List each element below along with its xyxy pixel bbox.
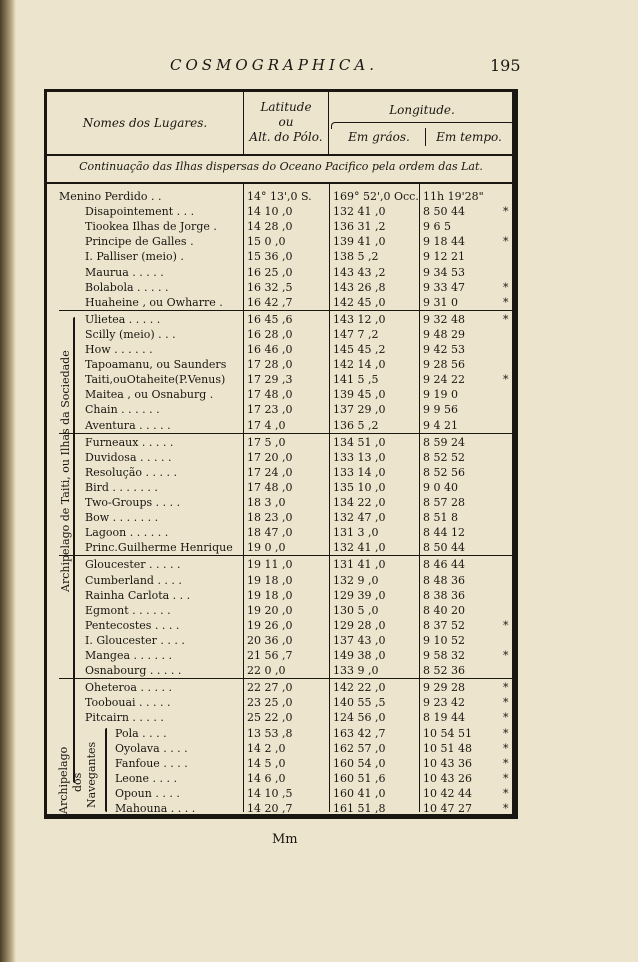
longitude-time-cell: 8 57 28 xyxy=(423,496,465,509)
table-row xyxy=(47,802,515,815)
table-frame xyxy=(44,89,518,819)
longitude-degrees-cell: 131 3 ,0 xyxy=(333,526,379,540)
longitude-time-cell: 9 23 42 xyxy=(423,696,465,710)
table-row xyxy=(47,526,515,539)
star-mark: * xyxy=(503,741,509,755)
longitude-degrees-cell: 142 22 ,0 xyxy=(333,681,386,695)
society-brace xyxy=(73,317,75,783)
table-row xyxy=(47,619,515,632)
longitude-degrees-cell: 169° 52',0 Occ. xyxy=(333,190,419,203)
star-mark: * xyxy=(503,726,509,740)
place-name: I. Gloucester . . . . xyxy=(85,633,185,647)
header-names: Nomes dos Lugares. xyxy=(82,116,208,130)
longitude-degrees-cell: 132 41 ,0 xyxy=(333,205,386,219)
table-row xyxy=(47,373,515,386)
longitude-degrees-cell: 130 5 ,0 xyxy=(333,603,379,617)
table-row xyxy=(47,343,515,356)
longitude-time-cell: 8 40 20 xyxy=(423,603,465,617)
group-rule xyxy=(59,555,515,556)
latitude-cell: 17 29 ,3 xyxy=(247,373,293,387)
place-name: Pola . . . . xyxy=(115,726,167,740)
place-name: Tapoamanu, ou Saunders xyxy=(85,358,227,372)
latitude-cell: 19 0 ,0 xyxy=(247,541,286,555)
latitude-cell: 14 20 ,7 xyxy=(247,802,293,815)
latitude-cell: 19 18 ,0 xyxy=(247,573,293,587)
longitude-time-cell: 9 31 0 xyxy=(423,295,458,309)
longitude-time-cell: 8 50 44 xyxy=(423,541,465,555)
longitude-time-cell: 8 59 24 xyxy=(423,435,465,449)
longitude-degrees-cell: 145 45 ,2 xyxy=(333,343,386,356)
table-row xyxy=(47,190,515,203)
place-name: Disapointement . . . xyxy=(85,205,195,219)
latitude-cell: 14 6 ,0 xyxy=(247,771,286,785)
longitude-time-cell: 10 47 27 xyxy=(423,802,472,815)
latitude-cell: 16 42 ,7 xyxy=(247,295,293,309)
star-mark: * xyxy=(503,786,509,800)
longitude-time-cell: 9 24 22 xyxy=(423,373,465,387)
star-mark: * xyxy=(503,618,509,632)
longitude-degrees-cell: 133 13 ,0 xyxy=(333,450,386,464)
table-row xyxy=(47,235,515,248)
latitude-cell: 23 25 ,0 xyxy=(247,696,293,710)
side-label-navigators-2: dos xyxy=(71,772,84,792)
longitude-time-cell: 9 9 56 xyxy=(423,403,458,417)
longitude-time-cell: 8 48 36 xyxy=(423,573,465,587)
star-mark: * xyxy=(503,373,509,387)
place-name: Gloucester . . . . . xyxy=(85,558,181,572)
header-rule xyxy=(47,154,515,156)
place-name: Huaheine , ou Owharre . xyxy=(85,295,223,309)
star-mark: * xyxy=(503,235,509,249)
latitude-cell: 16 46 ,0 xyxy=(247,343,293,356)
place-name: Pentecostes . . . . xyxy=(85,618,180,632)
table-row xyxy=(47,711,515,724)
latitude-cell: 15 36 ,0 xyxy=(247,250,293,264)
longitude-time-cell: 10 42 44 xyxy=(423,786,472,800)
latitude-cell: 17 4 ,0 xyxy=(247,418,286,432)
longitude-time-cell: 9 0 40 xyxy=(423,480,458,494)
header-divider xyxy=(425,128,426,146)
longitude-degrees-cell: 131 41 ,0 xyxy=(333,558,386,572)
place-name: Bird . . . . . . . xyxy=(85,480,158,494)
star-mark: * xyxy=(503,802,509,815)
header-latitude-line-2: ou xyxy=(278,115,294,129)
star-mark: * xyxy=(503,280,509,294)
table-row xyxy=(47,220,515,233)
place-name: Leone . . . . xyxy=(115,771,178,785)
table-row xyxy=(47,436,515,449)
place-name: Furneaux . . . . . xyxy=(85,435,174,449)
latitude-cell: 22 27 ,0 xyxy=(247,681,293,695)
latitude-cell: 16 25 ,0 xyxy=(247,265,293,279)
place-name: Ulietea . . . . . xyxy=(85,312,161,326)
longitude-time-cell: 9 28 56 xyxy=(423,358,465,372)
latitude-cell: 18 23 ,0 xyxy=(247,511,293,525)
place-name: Maitea , ou Osnaburg . xyxy=(85,388,214,402)
latitude-cell: 17 48 ,0 xyxy=(247,388,293,402)
table-row xyxy=(47,727,515,740)
latitude-cell: 18 3 ,0 xyxy=(247,496,286,509)
longitude-time-cell: 9 18 44 xyxy=(423,235,465,249)
place-name: Oyolava . . . . xyxy=(115,741,188,755)
header-latitude xyxy=(243,92,329,154)
longitude-time-cell: 10 43 26 xyxy=(423,771,472,785)
longitude-degrees-cell: 135 10 ,0 xyxy=(333,480,386,494)
latitude-cell: 19 26 ,0 xyxy=(247,618,293,632)
latitude-cell: 17 48 ,0 xyxy=(247,480,293,494)
table-row xyxy=(47,558,515,571)
header-in-degrees: Em gráos. xyxy=(348,130,410,144)
place-name: Tiookea Ilhas de Jorge . xyxy=(85,220,217,234)
latitude-cell: 19 20 ,0 xyxy=(247,603,293,617)
side-label-navigators-1: Archipelago xyxy=(57,746,70,814)
longitude-time-cell: 9 33 47 xyxy=(423,280,465,294)
star-mark: * xyxy=(503,696,509,710)
star-mark: * xyxy=(503,756,509,770)
latitude-cell: 14° 13',0 S. xyxy=(247,190,312,203)
place-name: I. Palliser (meio) . xyxy=(85,250,184,264)
table-caption: Continuação das Ilhas dispersas do Oceano Pacifico pela ordem das Lat. xyxy=(79,160,483,173)
longitude-time-cell: 8 44 12 xyxy=(423,526,465,540)
table-row xyxy=(47,481,515,494)
header-latitude-line-3: Alt. do Pólo. xyxy=(249,130,323,144)
header-latitude-line-1: Latitude xyxy=(260,100,312,114)
book-spine xyxy=(0,0,16,962)
table-row xyxy=(47,541,515,554)
place-name: Pitcairn . . . . . xyxy=(85,711,164,725)
place-name: Aventura . . . . . xyxy=(85,418,171,432)
longitude-time-cell: 9 34 53 xyxy=(423,265,465,279)
latitude-cell: 16 45 ,6 xyxy=(247,312,293,326)
place-name: Principe de Galles . xyxy=(85,235,194,249)
longitude-time-cell: 8 38 36 xyxy=(423,588,465,602)
longitude-brace xyxy=(331,122,515,129)
longitude-degrees-cell: 132 41 ,0 xyxy=(333,541,386,555)
place-name: Mahouna . . . . xyxy=(115,802,196,815)
longitude-degrees-cell: 129 39 ,0 xyxy=(333,588,386,602)
place-name: Oheteroa . . . . . xyxy=(85,681,172,695)
latitude-cell: 17 28 ,0 xyxy=(247,358,293,372)
place-name: How . . . . . . xyxy=(85,343,153,356)
place-name: Taiti,ouOtaheite(P.Venus) xyxy=(85,373,226,387)
table-row xyxy=(47,511,515,524)
longitude-time-cell: 10 51 48 xyxy=(423,741,472,755)
table-row xyxy=(47,466,515,479)
star-mark: * xyxy=(503,312,509,326)
star-mark: * xyxy=(503,649,509,662)
longitude-time-cell: 8 52 52 xyxy=(423,450,465,464)
longitude-degrees-cell: 149 38 ,0 xyxy=(333,649,386,662)
header-in-time: Em tempo. xyxy=(436,130,502,144)
star-mark: * xyxy=(503,681,509,695)
longitude-time-cell: 8 51 8 xyxy=(423,511,458,525)
latitude-cell: 19 11 ,0 xyxy=(247,558,293,572)
longitude-time-cell: 10 54 51 xyxy=(423,726,472,740)
place-name: Maurua . . . . . xyxy=(85,265,164,279)
table-row xyxy=(47,664,515,677)
longitude-degrees-cell: 147 7 ,2 xyxy=(333,327,379,341)
table-row xyxy=(47,681,515,694)
longitude-time-cell: 9 4 21 xyxy=(423,418,458,432)
place-name: Fanfoue . . . . xyxy=(115,756,188,770)
longitude-degrees-cell: 141 5 ,5 xyxy=(333,373,379,387)
place-name: Two-Groups . . . . xyxy=(85,496,181,509)
table-row xyxy=(47,328,515,341)
latitude-cell: 18 47 ,0 xyxy=(247,526,293,540)
longitude-degrees-cell: 132 47 ,0 xyxy=(333,511,386,525)
table-row xyxy=(47,742,515,755)
header-longitude-title: Longitude. xyxy=(389,103,455,117)
longitude-degrees-cell: 133 9 ,0 xyxy=(333,664,379,678)
latitude-cell: 14 10 ,0 xyxy=(247,205,293,219)
table-row xyxy=(47,250,515,263)
table-row xyxy=(47,205,515,218)
latitude-cell: 17 23 ,0 xyxy=(247,403,293,417)
table-row xyxy=(47,496,515,509)
longitude-time-cell: 9 32 48 xyxy=(423,312,465,326)
latitude-cell: 25 22 ,0 xyxy=(247,711,293,725)
table-row xyxy=(47,358,515,371)
latitude-cell: 14 2 ,0 xyxy=(247,741,286,755)
longitude-time-cell: 9 58 32 xyxy=(423,649,465,662)
longitude-degrees-cell: 140 55 ,5 xyxy=(333,696,386,710)
latitude-cell: 17 5 ,0 xyxy=(247,435,286,449)
latitude-cell: 22 0 ,0 xyxy=(247,664,286,678)
place-name: Toobouai . . . . . xyxy=(85,696,171,710)
longitude-time-cell: 8 52 36 xyxy=(423,664,465,678)
longitude-degrees-cell: 124 56 ,0 xyxy=(333,711,386,725)
latitude-cell: 16 32 ,5 xyxy=(247,280,293,294)
table-row xyxy=(47,451,515,464)
latitude-cell: 20 36 ,0 xyxy=(247,633,293,647)
place-name: Scilly (meio) . . . xyxy=(85,327,176,341)
latitude-cell: 19 18 ,0 xyxy=(247,588,293,602)
page-signature: Mm xyxy=(272,832,298,847)
table-row xyxy=(47,649,515,662)
latitude-cell: 14 5 ,0 xyxy=(247,756,286,770)
longitude-degrees-cell: 163 42 ,7 xyxy=(333,726,386,740)
longitude-degrees-cell: 129 28 ,0 xyxy=(333,618,386,632)
longitude-time-cell: 9 10 52 xyxy=(423,633,465,647)
caption-rule xyxy=(47,182,515,184)
place-name: Princ.Guilherme Henrique xyxy=(85,541,233,555)
longitude-degrees-cell: 162 57 ,0 xyxy=(333,741,386,755)
longitude-degrees-cell: 143 43 ,2 xyxy=(333,265,386,279)
longitude-time-cell: 9 6 5 xyxy=(423,220,451,234)
longitude-degrees-cell: 136 5 ,2 xyxy=(333,418,379,432)
place-name: Osnabourg . . . . . xyxy=(85,664,182,678)
star-mark: * xyxy=(503,205,509,219)
latitude-cell: 14 28 ,0 xyxy=(247,220,293,234)
place-name: Chain . . . . . . xyxy=(85,403,160,417)
navigators-brace xyxy=(105,728,107,812)
place-name: Rainha Carlota . . . xyxy=(85,588,191,602)
longitude-degrees-cell: 133 14 ,0 xyxy=(333,465,386,479)
longitude-degrees-cell: 161 51 ,8 xyxy=(333,802,386,815)
side-label-navigators-3: Navegantes xyxy=(85,741,98,808)
place-name: Resolução . . . . . xyxy=(85,465,177,479)
longitude-degrees-cell: 143 26 ,8 xyxy=(333,280,386,294)
place-name: Lagoon . . . . . . xyxy=(85,526,169,540)
latitude-cell: 17 20 ,0 xyxy=(247,450,293,464)
table-row xyxy=(47,634,515,647)
latitude-cell: 17 24 ,0 xyxy=(247,465,293,479)
star-mark: * xyxy=(503,771,509,785)
place-name: Duvidosa . . . . . xyxy=(85,450,172,464)
longitude-time-cell: 8 37 52 xyxy=(423,618,465,632)
table-row xyxy=(47,296,515,309)
longitude-degrees-cell: 143 12 ,0 xyxy=(333,312,386,326)
table-row xyxy=(47,281,515,294)
table-row xyxy=(47,772,515,785)
side-label-society: Archipelago de Taiti, ou Ilhas da Sociedade xyxy=(59,350,72,592)
latitude-cell: 21 56 ,7 xyxy=(247,649,293,662)
longitude-degrees-cell: 136 31 ,2 xyxy=(333,220,386,234)
longitude-time-cell: 9 48 29 xyxy=(423,327,465,341)
longitude-degrees-cell: 137 43 ,0 xyxy=(333,633,386,647)
longitude-degrees-cell: 137 29 ,0 xyxy=(333,403,386,417)
longitude-degrees-cell: 160 41 ,0 xyxy=(333,786,386,800)
longitude-time-cell: 9 29 28 xyxy=(423,681,465,695)
table-row xyxy=(47,604,515,617)
longitude-time-cell: 10 43 36 xyxy=(423,756,472,770)
table-row xyxy=(47,589,515,602)
place-name: Opoun . . . . xyxy=(115,786,180,800)
longitude-degrees-cell: 139 41 ,0 xyxy=(333,235,386,249)
table-row xyxy=(47,403,515,416)
place-name: Bolabola . . . . . xyxy=(85,280,169,294)
longitude-degrees-cell: 160 54 ,0 xyxy=(333,756,386,770)
longitude-time-cell: 8 19 44 xyxy=(423,711,465,725)
longitude-degrees-cell: 132 9 ,0 xyxy=(333,573,379,587)
longitude-degrees-cell: 138 5 ,2 xyxy=(333,250,379,264)
latitude-cell: 15 0 ,0 xyxy=(247,235,286,249)
longitude-degrees-cell: 139 45 ,0 xyxy=(333,388,386,402)
latitude-cell: 14 10 ,5 xyxy=(247,786,293,800)
place-name: Bow . . . . . . . xyxy=(85,511,159,525)
group-rule xyxy=(59,433,515,434)
table-row xyxy=(47,388,515,401)
longitude-time-cell: 9 12 21 xyxy=(423,250,465,264)
longitude-time-cell: 11h 19'28" xyxy=(423,190,484,203)
longitude-time-cell: 9 19 0 xyxy=(423,388,458,402)
table-row xyxy=(47,574,515,587)
longitude-degrees-cell: 160 51 ,6 xyxy=(333,771,386,785)
table-row xyxy=(47,313,515,326)
table-row xyxy=(47,696,515,709)
place-name: Cumberland . . . . xyxy=(85,573,182,587)
star-mark: * xyxy=(503,295,509,309)
longitude-degrees-cell: 134 22 ,0 xyxy=(333,496,386,509)
running-title: COSMOGRAPHICA. xyxy=(170,56,378,74)
place-name: Menino Perdido . . xyxy=(59,190,162,203)
longitude-time-cell: 8 46 44 xyxy=(423,558,465,572)
table-row xyxy=(47,757,515,770)
table-row xyxy=(47,266,515,279)
page-number: 195 xyxy=(490,56,521,75)
place-name: Egmont . . . . . . xyxy=(85,603,171,617)
longitude-degrees-cell: 142 45 ,0 xyxy=(333,295,386,309)
table-row xyxy=(47,419,515,432)
latitude-cell: 16 28 ,0 xyxy=(247,327,293,341)
longitude-time-cell: 8 50 44 xyxy=(423,205,465,219)
longitude-degrees-cell: 134 51 ,0 xyxy=(333,435,386,449)
longitude-degrees-cell: 142 14 ,0 xyxy=(333,358,386,372)
longitude-time-cell: 9 42 53 xyxy=(423,343,465,356)
table-row xyxy=(47,787,515,800)
group-rule xyxy=(59,310,515,311)
latitude-cell: 13 53 ,8 xyxy=(247,726,293,740)
place-name: Mangea . . . . . . xyxy=(85,649,172,662)
group-rule xyxy=(59,678,515,679)
longitude-time-cell: 8 52 56 xyxy=(423,465,465,479)
star-mark: * xyxy=(503,711,509,725)
